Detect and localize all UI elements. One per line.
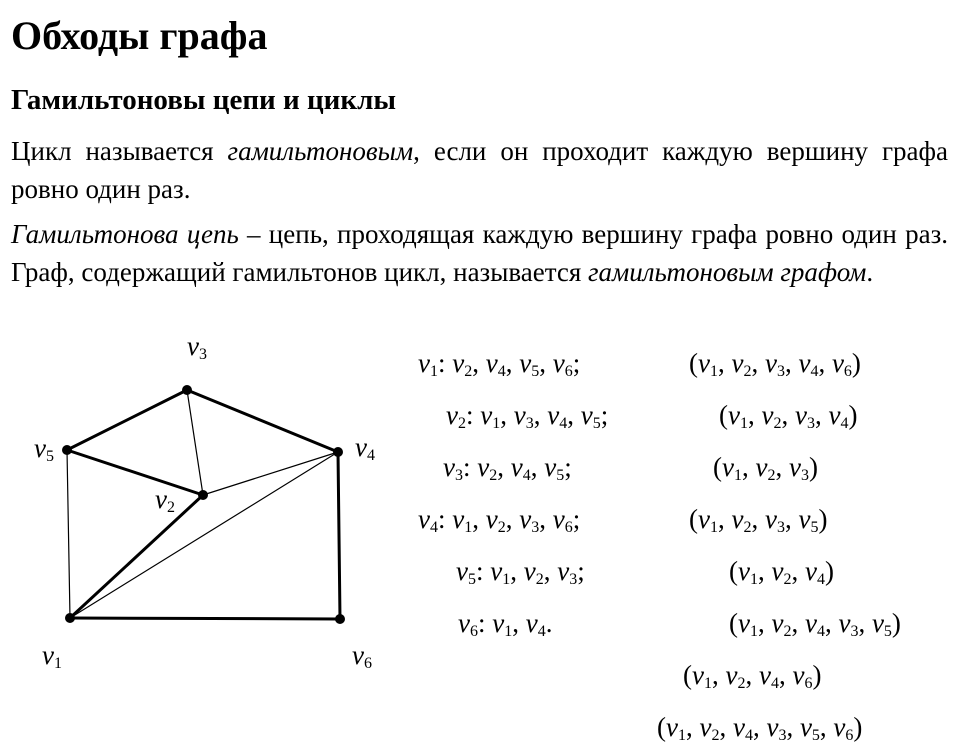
graph-vertex-v6 [335,614,345,624]
adjacency-row [458,606,552,640]
vertex-index: 2 [737,675,746,692]
vertex-index: 4 [770,675,779,692]
punctuation: : [462,452,478,482]
vertex-index: 1 [677,727,686,744]
punctuation: , [533,400,548,430]
vertex-symbol: $v_2$ [452,348,473,380]
vertex-symbol: $v_4$ [804,608,825,640]
vertex-index: 3 [776,363,785,380]
term-hamiltonian-path: Гамильтонова цепь [11,219,239,249]
punctuation: , [711,660,726,690]
vertex-index: 6 [845,727,854,744]
vertex-symbol: $v_3$ [838,608,859,640]
punctuation: ) [848,400,858,430]
vertex-symbol: $v_5$ [871,608,892,640]
graph-vertex-v5 [62,445,72,455]
punctuation: ( [689,348,698,378]
punctuation: , [543,556,558,586]
graph-edge-v1-v4 [70,452,338,618]
vertex-index: 6 [564,519,573,536]
vertex-index: 2 [166,499,175,516]
punctuation: , [717,504,732,534]
punctuation: , [567,400,581,430]
vertex-symbol: $v_4$ [798,348,819,380]
vertex-index: 4 [816,571,825,588]
vertex-symbol: $v_2$ [755,452,776,484]
vertex-symbol: $v_3$ [766,712,787,744]
path-row [719,398,857,432]
vertex-index: 4 [537,623,546,640]
vertex-symbol: $v_3$ [557,556,578,588]
graph-edge-v2-v5 [67,450,203,495]
vertex-symbol: $v_6$ [831,348,852,380]
definition-text: , если он проходит каждую вершину графа ровно один раз. [11,136,948,204]
punctuation: : [465,400,481,430]
vertex-symbol: $v_5$ [798,504,819,536]
vertex-symbol: $v_2$ [731,504,752,536]
path-row [689,502,827,536]
vertex-index: 2 [743,519,752,536]
vertex-index: 2 [783,571,792,588]
definition-hamiltonian-path [11,215,948,291]
graph-edge-v2-v4 [203,452,338,495]
vertex-index: 1 [464,519,473,536]
vertex-index: 2 [773,415,782,432]
vertex-index: 6 [564,363,573,380]
punctuation: , [472,348,486,378]
vertex-symbol: $v_3$ [788,452,809,484]
vertex-symbol: $v_2$ [477,452,498,484]
vertex-index: 6 [469,623,478,640]
punctuation: , [791,608,805,638]
vertex-symbol: $v_1$ [738,556,758,588]
vertex-symbol: $v_5$ [519,348,540,380]
vertex-symbol: $v_3$ [764,348,785,380]
definition-hamiltonian-cycle [11,132,948,208]
punctuation: ) [853,712,863,742]
vertex-index: 1 [429,363,438,380]
page-title: Обходы графа [11,13,268,58]
graph-edge-v1-v2 [70,495,203,618]
punctuation: , [814,400,829,430]
vertex-index: 5 [883,623,892,640]
punctuation: ) [851,348,861,378]
punctuation: ; [572,504,581,534]
vertex-symbol: $v_1$ [480,400,501,432]
path-row [729,606,901,640]
punctuation: ; [564,452,572,482]
vertex-index: 1 [709,363,718,380]
punctuation: : [477,608,493,638]
vertex-index: 2 [711,727,720,744]
punctuation: , [786,712,800,742]
vertex-symbol: $v_1$ [490,556,511,588]
definition-text: Цикл называется [11,136,228,166]
vertex-index: 1 [749,571,758,588]
vertex-symbol: $v_4$ [510,452,531,484]
punctuation: , [745,660,759,690]
vertex-symbol: $v_1$ [452,504,473,536]
vertex-symbol: $v_6$ [458,608,478,640]
vertex-symbol: $v_2$ [731,348,752,380]
vertex-symbol: $v_6$ [552,504,573,536]
punctuation: , [781,400,795,430]
vertex-index: 5 [556,467,565,484]
punctuation: , [747,400,762,430]
vertex-symbol: $v_1$ [698,348,718,380]
path-row [683,658,821,692]
punctuation: , [824,608,839,638]
punctuation: , [818,348,832,378]
punctuation: , [751,504,765,534]
adjacency-row [418,502,580,536]
punctuation: , [539,348,553,378]
punctuation: , [741,452,756,482]
vertex-symbol: $v_3$ [794,400,815,432]
vertex-symbol: $v_4$ [547,400,568,432]
vertex-label-v1: $v_1$ [42,640,62,672]
vertex-index: 5 [45,448,54,465]
vertex-index: 3 [454,467,463,484]
adjacency-row [418,346,580,380]
punctuation: ; [572,348,581,378]
vertex-index: 5 [467,571,476,588]
vertex-label-v6: $v_6$ [352,640,372,672]
punctuation: , [539,504,553,534]
punctuation: , [717,348,732,378]
punctuation: , [500,400,514,430]
vertex-symbol: $v_2$ [485,504,506,536]
graph-vertex-v3 [182,385,192,395]
vertex-label-v3: $v_3$ [187,331,207,363]
punctuation: , [530,452,545,482]
vertex-index: 6 [843,363,852,380]
punctuation: ( [729,608,738,638]
vertex-index: 5 [810,519,819,536]
vertex-index: 2 [783,623,792,640]
vertex-index: 3 [806,415,815,432]
vertex-symbol: $v_6$ [833,712,854,744]
vertex-symbol: $v_2$ [771,556,792,588]
graph-vertex-v4 [333,447,343,457]
adjacency-row [456,554,585,588]
graph-edge-v3-v5 [67,390,187,450]
vertex-symbol: $v_4$ [418,504,438,536]
path-row [729,554,834,588]
graph-edge-v4-v6 [338,452,340,619]
vertex-symbol: $v_2$ [699,712,720,744]
path-row [713,450,818,484]
vertex-symbol: $v_6$ [552,348,573,380]
vertex-index: 4 [497,363,506,380]
vertex-symbol: $v_3$ [443,452,463,484]
punctuation: ( [729,556,738,586]
punctuation: , [752,712,767,742]
punctuation: . [545,608,553,638]
vertex-index: 6 [804,675,813,692]
punctuation: , [510,556,524,586]
vertex-symbol: $v_1$ [698,504,718,536]
vertex-index: 1 [502,571,511,588]
vertex-symbol: $v_2$ [771,608,792,640]
vertex-index: 1 [709,519,718,536]
vertex-index: 1 [53,655,62,672]
punctuation: , [858,608,872,638]
vertex-index: 4 [522,467,531,484]
punctuation: ; [577,556,585,586]
vertex-index: 1 [492,415,501,432]
punctuation: ( [689,504,698,534]
vertex-label-v4: $v_4$ [355,432,375,464]
vertex-index: 2 [489,467,498,484]
punctuation: , [778,660,793,690]
vertex-index: 5 [531,363,540,380]
vertex-symbol: $v_1$ [722,452,742,484]
punctuation: : [437,504,453,534]
punctuation: , [791,556,805,586]
punctuation: , [784,504,799,534]
vertex-symbol: $v_4$ [828,400,849,432]
punctuation: ( [657,712,666,742]
vertex-index: 1 [733,467,742,484]
path-row [689,346,861,380]
vertex-symbol: $v_2$ [761,400,782,432]
vertex-index: 6 [363,655,372,672]
graph-vertex-v1 [65,613,75,623]
vertex-symbol: $v_1$ [418,348,438,380]
vertex-symbol: $v_5$ [580,400,601,432]
punctuation: ) [891,608,901,638]
vertex-symbol: $v_6$ [792,660,813,692]
graph-edge-v2-v3 [187,390,203,495]
punctuation: , [775,452,789,482]
path-row [657,710,862,744]
vertex-symbol: $v_3$ [519,504,540,536]
vertex-index: 4 [429,519,438,536]
vertex-symbol: $v_1$ [692,660,712,692]
vertex-symbol: $v_4$ [485,348,506,380]
punctuation: , [497,452,511,482]
vertex-index: 1 [749,623,758,640]
vertex-label-v5: $v_5$ [34,433,54,465]
vertex-symbol: $v_5$ [544,452,565,484]
vertex-symbol: $v_1$ [492,608,513,640]
vertex-index: 5 [811,727,820,744]
vertex-symbol: $v_1$ [738,608,758,640]
punctuation: , [505,348,520,378]
punctuation: , [757,556,772,586]
punctuation: , [757,608,772,638]
graph-edge-v1-v6 [70,618,340,619]
punctuation: : [475,556,491,586]
punctuation: : [437,348,453,378]
term-hamiltonian-graph: гамильтоновым графом [588,257,867,287]
term-hamiltonian: гамильтоновым [227,136,414,166]
graph-vertex-v2 [198,490,208,500]
punctuation: , [751,348,765,378]
graph-edge-v1-v5 [67,450,70,618]
vertex-symbol: $v_2$ [446,400,466,432]
vertex-symbol: $v_4$ [758,660,779,692]
graph-diagram [0,330,400,640]
vertex-index: 3 [569,571,578,588]
vertex-symbol: $v_1$ [728,400,748,432]
punctuation: , [685,712,700,742]
punctuation: ( [713,452,722,482]
punctuation: ; [600,400,609,430]
vertex-index: 2 [464,363,473,380]
punctuation: , [505,504,520,534]
vertex-index: 4 [840,415,849,432]
punctuation: ) [818,504,828,534]
punctuation: , [719,712,733,742]
punctuation: , [784,348,799,378]
vertex-index: 3 [800,467,809,484]
vertex-symbol: $v_4$ [732,712,753,744]
vertex-index: 2 [535,571,544,588]
punctuation: ( [719,400,728,430]
vertex-symbol: $v_1$ [666,712,686,744]
punctuation: , [819,712,834,742]
vertex-index: 1 [703,675,712,692]
punctuation: ) [824,556,834,586]
adjacency-row [443,450,572,484]
vertex-index: 3 [198,346,207,363]
vertex-index: 1 [504,623,513,640]
graph-edge-v3-v4 [187,390,338,452]
vertex-index: 5 [592,415,601,432]
vertex-index: 3 [531,519,540,536]
vertex-symbol: $v_2$ [523,556,544,588]
vertex-symbol: $v_4$ [525,608,546,640]
section-subtitle: Гамильтоновы цепи и циклы [11,84,397,116]
vertex-index: 3 [778,727,787,744]
definition-text: – цепь, проходящая каждую вершину графа ровно один раз. Граф, содержащий гамильтонов цикл, называется [11,219,948,287]
graph-edges [67,390,340,619]
vertex-index: 3 [525,415,534,432]
vertex-index: 4 [816,623,825,640]
vertex-label-v2: $v_2$ [155,484,175,516]
vertex-symbol: $v_3$ [513,400,534,432]
vertex-index: 4 [366,447,375,464]
vertex-index: 1 [739,415,748,432]
vertex-symbol: $v_5$ [456,556,476,588]
vertex-index: 4 [559,415,568,432]
vertex-index: 4 [810,363,819,380]
vertex-index: 3 [850,623,859,640]
vertex-symbol: $v_4$ [804,556,825,588]
vertex-index: 2 [457,415,466,432]
punctuation: , [472,504,486,534]
vertex-index: 2 [767,467,776,484]
adjacency-row [446,398,608,432]
punctuation: ) [808,452,818,482]
vertex-index: 3 [776,519,785,536]
punctuation: ) [812,660,822,690]
vertex-symbol: $v_2$ [725,660,746,692]
vertex-symbol: $v_3$ [764,504,785,536]
vertex-index: 2 [497,519,506,536]
vertex-symbol: $v_5$ [799,712,820,744]
punctuation: , [512,608,526,638]
punctuation: ( [683,660,692,690]
definition-text: . [866,257,874,287]
vertex-index: 2 [743,363,752,380]
vertex-index: 4 [744,727,753,744]
